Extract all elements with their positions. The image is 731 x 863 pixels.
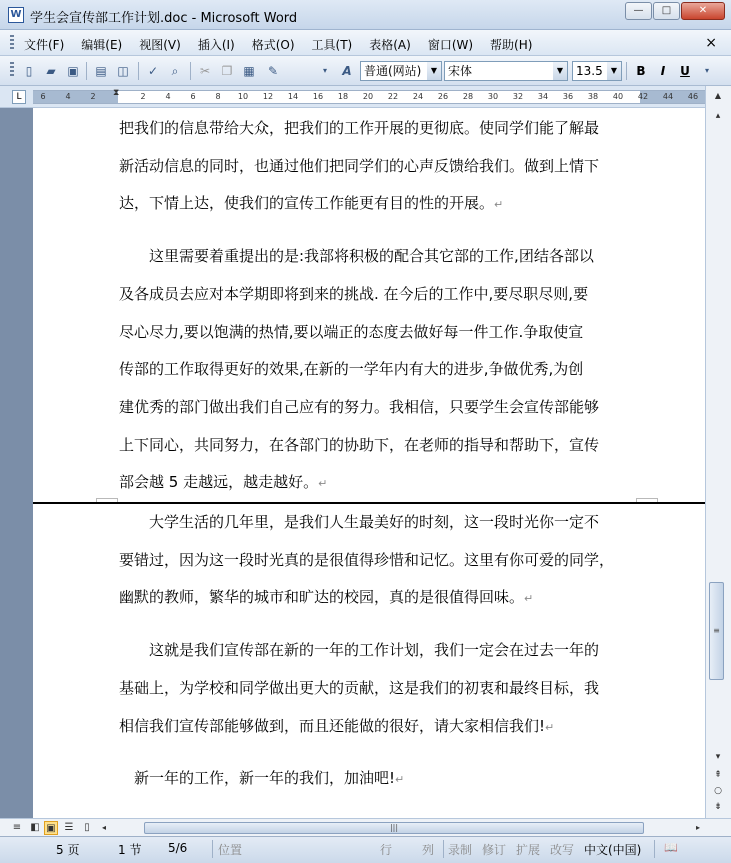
menu-edit[interactable]: 编辑(E) [81,38,123,52]
ruler-tick: 2 [140,92,146,101]
paste-icon[interactable]: ▦ [243,64,255,78]
horizontal-scroll-thumb[interactable]: ||| [144,822,644,834]
text-line [119,708,639,747]
text-line: 这里需要着重提出的是:我部将积极的配合其它部的工作,团结各部以 [119,247,594,266]
text-line: 基础上，为学校和同学做出更大的贡献，这是我们的初衷和最终目标，我 [119,678,600,697]
ruler-tick: 22 [387,92,399,101]
text-line: 要错过，因为这一段时光真的是很值得珍惜和记忆。这里有你可爱的同学， [119,550,615,569]
text-line [119,760,639,799]
format-painter-icon[interactable]: ✎ [267,64,279,78]
scroll-right-arrow-icon[interactable]: ▸ [695,823,700,832]
text-line-content: 新一年的工作，新一年的我们，加油吧! [119,769,396,788]
paragraph-mark-icon: ↵ [318,477,328,491]
horizontal-scroll-track[interactable] [112,822,692,834]
menu-window[interactable]: 窗口(W) [427,38,474,52]
font-value: 宋体 [448,64,473,78]
underline-button[interactable]: U [680,64,690,78]
text-line [119,464,639,503]
ruler-tick: 40 [612,92,624,101]
text-line-content: 达，下情上达，使我们的宣传工作能更有目的性的开展。 [119,194,495,213]
text-line-content: 相信我们宣传部能够做到，而且还能做的很好，请大家相信我们! [119,716,546,735]
menu-file[interactable]: 文件(F) [24,38,65,52]
ruler-tick: 10 [237,92,249,101]
print-icon[interactable]: ▤ [95,64,107,78]
paragraph-mark-icon: ↵ [395,773,405,787]
page-top-text[interactable] [119,110,639,503]
word-app-icon[interactable]: W [8,7,24,23]
status-page: 5 页 [56,843,80,857]
horizontal-scrollbar [0,818,731,836]
ruler-tick: 18 [337,92,349,101]
ruler-tick: 26 [437,92,449,101]
scroll-down-arrow-icon[interactable]: ▾ [715,752,721,762]
research-icon[interactable]: ⌕ [171,64,179,78]
chevron-down-icon[interactable]: ▼ [607,62,621,80]
ruler-tick: 8 [215,92,221,101]
scroll-up-arrow-icon[interactable]: ▴ [715,111,721,121]
document-area [0,108,705,818]
ruler-tick: 6 [40,92,46,101]
ruler-tick: 6 [190,92,196,101]
text-line [119,618,639,632]
ruler-left-margin [33,91,118,103]
menu-bar [0,30,731,56]
copy-icon[interactable]: ❐ [221,64,233,78]
text-line: 把我们的信息带给大众，把我们的工作开展的更彻底。使同学们能了解最 [119,119,600,137]
ruler-tick: 12 [262,92,274,101]
ruler-tick: 30 [487,92,499,101]
chevron-down-icon[interactable]: ▼ [553,62,567,80]
text-line [119,224,639,238]
ruler-tick: 14 [287,92,299,101]
status-trk[interactable]: 修订 [482,843,507,857]
status-ovr[interactable]: 改写 [550,843,575,857]
select-browse-object-icon[interactable]: ○ [714,786,722,796]
text-line-content: 部会越 5 走越远，越走越好。 [119,473,319,492]
ruler-tick: 20 [362,92,374,101]
text-line [119,579,639,618]
next-page-icon[interactable]: ⇟ [714,802,722,812]
text-line: 新活动信息的同时，也通过他们把同学们的心声反馈给我们。做到上情下 [119,156,600,175]
text-line: 上下同心，共同努力，在各部门的协助下，在老师的指导和帮助下，宣传 [119,435,600,454]
style-dropdown[interactable] [360,61,442,81]
status-bar [0,836,731,863]
chevron-down-icon[interactable]: ▼ [427,62,441,80]
paragraph-mark-icon: ↵ [494,198,504,212]
toolbar-options-icon[interactable]: ▾ [704,66,709,75]
text-line [119,185,639,224]
ruler-tick: 38 [587,92,599,101]
font-size-value: 13.5 [576,64,603,78]
outline-view-icon[interactable]: ☰ [64,822,74,833]
status-position: 位置 [218,843,243,857]
text-line: 这就是我们宣传部在新的一年的工作计划，我们一定会在过去一年的 [119,641,600,660]
menu-help[interactable]: 帮助(H) [490,38,533,52]
menu-format[interactable]: 格式(O) [251,38,295,52]
menu-tools[interactable]: 工具(T) [311,38,353,52]
title-bar [0,0,731,30]
text-line [119,746,639,760]
reading-layout-view-icon[interactable]: ▯ [84,822,90,833]
document-page[interactable] [33,504,705,818]
open-folder-icon[interactable]: ▰ [46,64,56,78]
horizontal-ruler[interactable] [33,90,705,104]
italic-button[interactable]: I [660,64,666,78]
ruler-tick: 42 [637,92,649,101]
menu-table[interactable]: 表格(A) [369,38,411,52]
new-document-icon[interactable]: ▯ [25,64,33,78]
text-line: 大学生活的几年里，是我们人生最美好的时刻，这一段时光你一定不 [119,513,600,531]
text-line: 传部的工作取得更好的效果,在新的一学年内有大的进步,争做优秀,为创 [119,360,584,379]
previous-page-icon[interactable]: ⇞ [714,770,722,780]
ruler-tick: 36 [562,92,574,101]
scroll-left-arrow-icon[interactable]: ◂ [101,823,106,832]
ruler-tick: 4 [65,92,71,101]
tab-selector-icon[interactable]: L [12,90,26,104]
ruler-tick: 28 [462,92,474,101]
styles-icon[interactable]: A [342,64,352,78]
document-page[interactable] [33,108,705,502]
status-line: 行 [380,843,393,857]
toolbar-grip-icon[interactable] [10,62,14,78]
font-dropdown[interactable] [444,61,568,81]
maximize-button[interactable]: □ [653,2,680,20]
paragraph-mark-icon: ↵ [545,720,555,734]
status-ext[interactable]: 扩展 [516,843,541,857]
close-button[interactable]: ✕ [681,2,725,20]
status-rec[interactable]: 录制 [448,843,473,857]
ruler-tick: 34 [537,92,549,101]
status-section: 1 节 [118,843,142,857]
ruler-bar [0,86,731,108]
print-layout-view-icon[interactable]: ▣ [44,821,58,835]
toolbar-grip-icon[interactable] [10,35,14,51]
ruler-tick: 32 [512,92,524,101]
paragraph-mark-icon: ↵ [524,592,534,606]
status-language[interactable]: 中文(中国) [584,843,642,857]
cut-icon[interactable]: ✂ [199,64,211,78]
ruler-tick: 4 [165,92,171,101]
ruler-tick: 46 [687,92,699,101]
vertical-scroll-thumb[interactable]: ≡ [709,582,724,680]
close-document-button[interactable]: × [705,35,717,51]
page-bottom-text[interactable] [119,504,639,799]
chevron-up-icon[interactable]: ▲ [714,91,722,100]
ruler-tick: 16 [312,92,324,101]
vertical-scrollbar[interactable] [705,86,731,818]
window-title: 学生会宣传部工作计划.doc - Microsoft Word [30,11,298,26]
status-page-of: 5/6 [168,841,188,855]
indent-marker-icon[interactable]: ⧗ [113,88,120,98]
ruler-tick: 24 [412,92,424,101]
spelling-status-icon[interactable]: 📖 [664,841,678,854]
normal-view-icon[interactable]: ≡ [12,822,22,833]
ruler-tick: 44 [662,92,674,101]
minimize-button[interactable]: — [625,2,652,20]
text-line-content: 幽默的教师，繁华的城市和旷达的校园，真的是很值得回味。 [119,588,525,607]
font-size-dropdown[interactable] [572,61,622,81]
menu-insert[interactable]: 插入(I) [197,38,235,52]
save-icon[interactable]: ▣ [67,64,79,78]
text-line: 及各成员去应对本学期即将到来的挑战. 在今后的工作中,要尽职尽则,要 [119,284,589,303]
status-column: 列 [422,843,435,857]
text-line: 尽心尽力,要以饱满的热情,要以端正的态度去做好每一件工作.争取使宣 [119,322,584,341]
text-line: 建优秀的部门做出我们自己应有的努力。我相信，只要学生会宣传部能够 [119,397,600,416]
web-layout-view-icon[interactable]: ◧ [30,822,40,833]
menu-view[interactable]: 视图(V) [139,38,181,52]
bold-button[interactable]: B [636,64,646,78]
style-value: 普通(网站) [364,64,422,78]
formatting-toolbar [0,56,731,86]
print-preview-icon[interactable]: ◫ [117,64,129,78]
ruler-tick: 2 [90,92,96,101]
toolbar-options-icon[interactable]: ▾ [322,66,327,75]
spelling-icon[interactable]: ✓ [147,64,159,78]
